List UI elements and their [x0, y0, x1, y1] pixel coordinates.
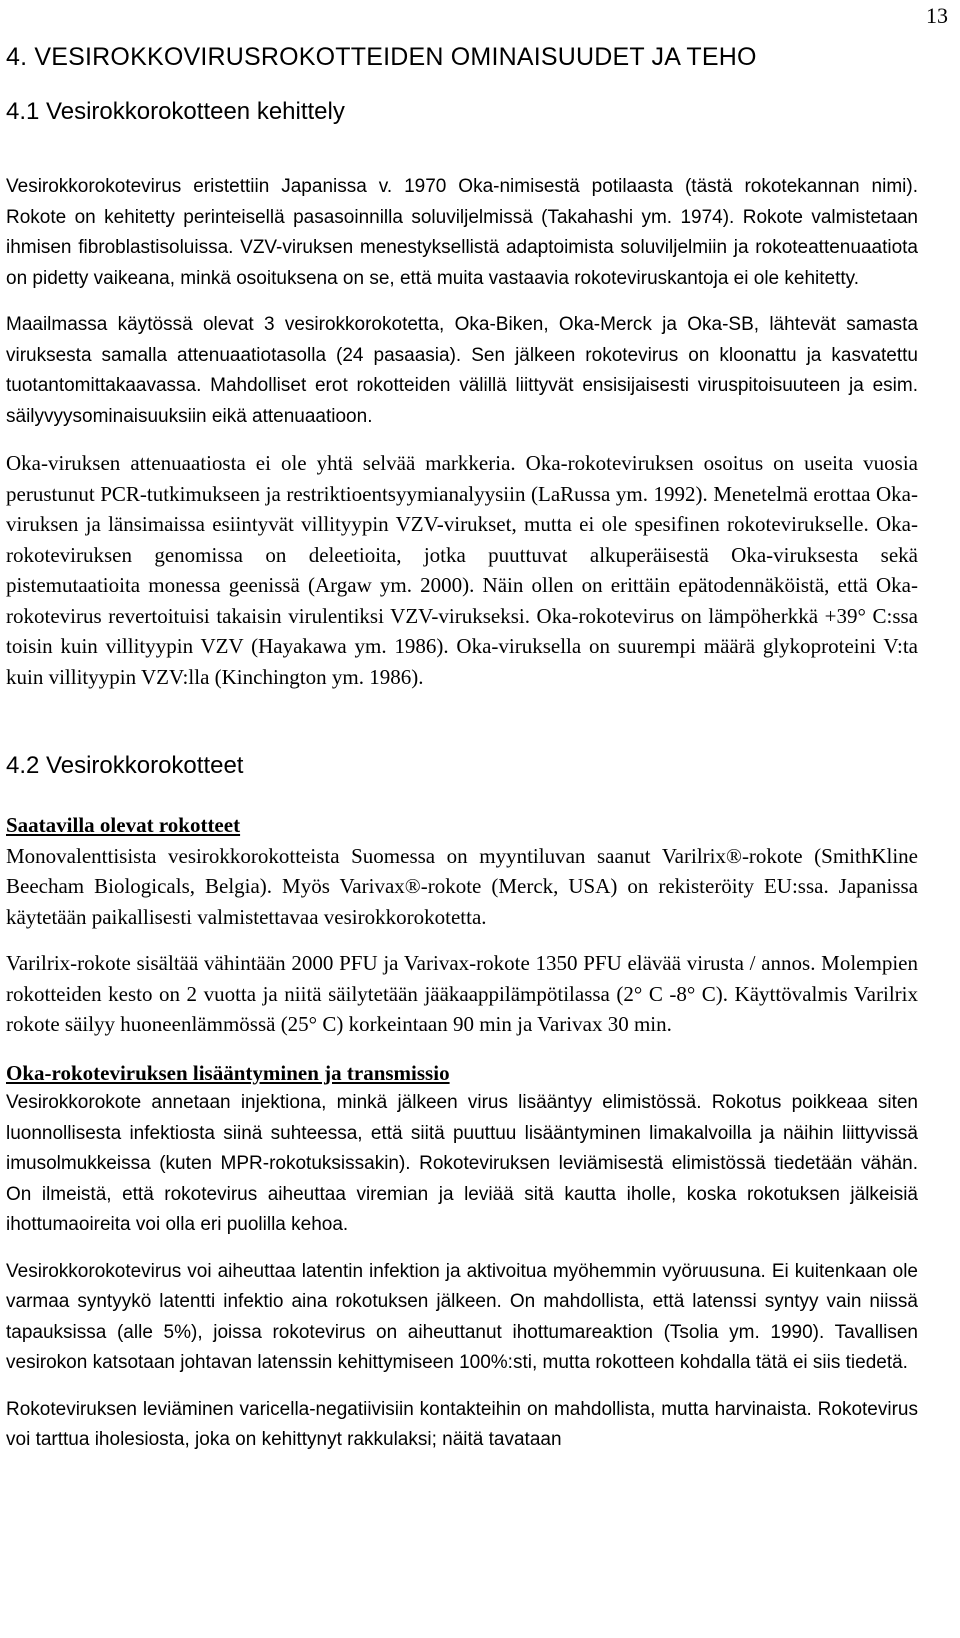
paragraph-transmission: Rokoteviruksen leviäminen varicella-negatiivisiin kontakteihin on mahdollista, mutta harvinaista. Rokotevirus voi tarttua iholesiosta, joka on kehittynyt rakkulaksi; näitä tavataan — [6, 1398, 918, 1450]
paragraph-vaccine-content: Varilrix-rokote sisältää vähintään 2000 PFU ja Varivax-rokote 1350 PFU elävää virusta / annos. Molempien rokotteiden kesto on 2 vuotta ja niitä säilytetään jääkaappilämpötilassa (2° C -8° C). Käyttövalmis Varilrix rokote säilyy huoneenlämmössä (25° C) korkeintaan 90 min ja Varivax 30 min. — [6, 951, 918, 1036]
section-heading-4-2: 4.2 Vesirokkorokotteet — [6, 752, 244, 779]
page-number: 13 — [926, 3, 948, 28]
chapter-heading: 4. VESIROKKOVIRUSROKOTTEIDEN OMINAISUUDET JA TEHO — [6, 43, 757, 71]
paragraph-attenuation: Oka-viruksen attenuaatiosta ei ole yhtä selvää markkeria. Oka-rokoteviruksen osoitus on useita vuosia perustunut PCR-tutkimukseen ja restriktioentsyymianalyysiin (LaRussa ym. 1992). Menetelmä erottaa Oka-viruksen ja länsimaissa esiintyvät villityypin VZV-virukset, mutta ei ole spesifinen rokotevirukselle. Oka-rokoteviruksen genomissa on deleetioita, jotka puuttuvat alkuperäisestä Oka-viruksesta sekä pistemutaatioita monessa geenissä (Argaw ym. 2000). Näin ollen on erittäin epätodennäköistä, että Oka-rokotevirus revertoituisi takaisin virulentiksi VZV-virukseksi. Oka-rokotevirus on lämpöherkkä +39° C:ssa toisin kuin villityypin VZV (Hayakawa ym. 1986). Oka-viruksella on suurempi määrä glykoproteini V:ta kuin villityypin VZV:lla (Kinchington ym. 1986). — [6, 451, 918, 689]
paragraph-vaccines-in-use: Maailmassa käytössä olevat 3 vesirokkorokotetta, Oka-Biken, Oka-Merck ja Oka-SB, lähtevät samasta viruksesta samalla attenuaatiotasolla (24 pasaasia). Sen jälkeen rokotevirus on kloonattu ja kasvatettu tuotantomittakaavassa. Mahdolliset erot rokotteiden välillä liittyvät ensisijaisesti viruspitoisuuteen ja esim. säilyvyysominaisuuksiin eikä attenuaatioon. — [6, 314, 918, 427]
paragraph-latency: Vesirokkorokotevirus voi aiheuttaa latentin infektion ja aktivoitua myöhemmin vyöruusuna. Ei kuitenkaan ole varmaa syntyykö latentti infektio aina rokotuksen jälkeen. On mahdollista, että latenssi syntyy vain niissä tapauksissa (alle 5%), joissa rokotevirus on aiheuttanut ihottumareaktion (Tsolia ym. 1990). Tavallisen vesirokon katsotaan johtavan latenssin kehittymiseen 100%:sti, mutta rokotteen kohdalla tätä ei siis tiedetä. — [6, 1260, 918, 1373]
page-content — [6, 40, 918, 1456]
section-heading-4-1: 4.1 Vesirokkorokotteen kehittely — [6, 98, 345, 125]
subheading-available-vaccines: Saatavilla olevat rokotteet — [6, 813, 241, 837]
paragraph-vaccine-origin: Vesirokkorokotevirus eristettiin Japanissa v. 1970 Oka-nimisestä potilaasta (tästä rokotekannan nimi). Rokote on kehitetty perinteisellä pasasoinnilla soluviljelmissä (Takahashi ym. 1974). Rokote valmistetaan ihmisen fibroblastisoluissa. VZV-viruksen menestyksellistä adaptoimista soluviljelmiin ja rokoteattenuaatiota on pidetty vaikeana, minkä osoituksena on se, että muita vastaavia rokoteviruskantoja ei ole kehitetty. — [6, 176, 918, 289]
subheading-replication-transmission: Oka-rokoteviruksen lisääntyminen ja transmissio — [6, 1060, 450, 1085]
paragraph-monovalent-vaccines: Monovalenttisista vesirokkorokotteista Suomessa on myyntiluvan saanut Varilrix®-rokote (SmithKline Beecham Biologicals, Belgia). Myös Varivax®-rokote (Merck, USA) on rekisteröity EU:ssa. Japanissa käytetään paikallisesti valmistettavaa vesirokkorokotetta. — [6, 843, 918, 929]
paragraph-replication: Vesirokkorokote annetaan injektiona, minkä jälkeen virus lisääntyy elimistössä. Rokotus poikkeaa siten luonnollisesta infektiosta siinä suhteessa, että siitä puuttuu lisääntyminen limakalvoilla ja näihin liittyvissä imusolmukkeissa (kuten MPR-rokotuksissakin). Rokoteviruksen leviämisestä elimistössä tiedetään vähän. On ilmeistä, että rokotevirus aiheuttaa viremian ja leviää sitä kautta iholle, koska rokotuksen jälkeisiä ihottumaoireita voi olla eri puolilla kehoa. — [6, 1092, 918, 1235]
